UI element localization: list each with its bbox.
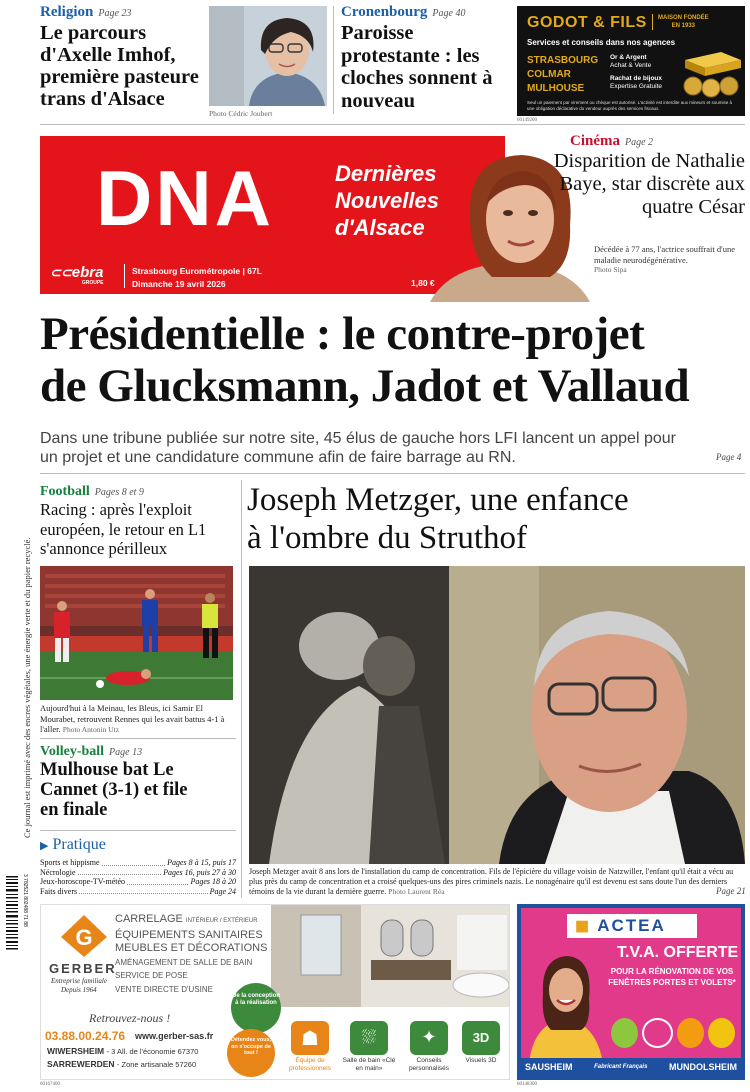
bathroom-image	[271, 905, 510, 1007]
godot-legal: Seul un paiement par virement ou chèque est autorisé. L'activité est interdite aux mineurs et soumise à une obligation déclarative du vendeur auprès des services fiscaux.	[527, 100, 732, 111]
godot-services: Or & Argent Achat & Vente Rachat de bijoux Expertise Gratuite	[610, 54, 663, 90]
cronenbourg-headline[interactable]: Paroisse protestante : les cloches sonnent à nouveau	[341, 22, 493, 112]
godot-brand: GODOT & FILS	[527, 14, 647, 31]
divider	[40, 473, 745, 474]
actea-product-icons	[611, 1018, 735, 1048]
portrait-axelle	[209, 6, 327, 106]
religion-kicker: Religion Page 23	[40, 4, 132, 20]
godot-ad[interactable]	[517, 6, 745, 116]
door-icon	[677, 1018, 704, 1048]
ebra-logo: ⊂⊂ebra GROUPE	[50, 264, 104, 286]
cinema-teaser[interactable]	[570, 133, 748, 150]
cube-3d-icon: 3D	[462, 1021, 500, 1055]
football-kicker: Football Pages 8 et 9	[40, 484, 144, 499]
football-photo	[40, 566, 233, 700]
cinema-deck: Décédée à 77 ans, l'actrice souffrait d'une maladie neurodégénérative. Photo Sipa	[594, 244, 735, 274]
badge-conception: De la conception à la réalisation	[231, 983, 281, 1033]
gerber-services: CARRELAGE INTÉRIEUR / EXTÉRIEUR ÉQUIPEMENTS SANITAIRES MEUBLES ET DÉCORATIONS AMÉNAGEMENT DE SALLE DE BAIN SERVICE DE POSE VENTE DIRECTE D'USINE	[115, 913, 268, 994]
pratique-row[interactable]: Nécrologie Pages 16, puis 27 à 30	[40, 867, 236, 877]
lead-page: Page 4	[716, 452, 742, 462]
gerber-phone[interactable]: 03.88.00.24.76	[45, 1029, 126, 1043]
pratique-box	[40, 836, 236, 896]
cronenbourg-teaser[interactable]	[341, 4, 511, 114]
smiling-woman-image	[525, 944, 605, 1064]
football-match-image	[40, 566, 233, 700]
pratique-title: ▶ Pratique	[40, 836, 106, 853]
metzger-caption: Joseph Metzger avait 8 ans lors de l'installation du camp de concentration. Fils de l'épicière du village voisin de Natzwiller, l'enfant qu'il était a vécu au plus près du camp de concentration et a croisé quelques-uns des pires criminels nazis. Le nonagénaire qu'il est devenu est sans doute l'un des derniers témoins de la vie durant la dernière guerre. Photo Laurent Réa	[249, 867, 734, 896]
godot-cities: STRASBOURG COLMAR MULHOUSE	[527, 55, 599, 94]
football-teaser[interactable]	[40, 484, 236, 559]
joseph-metzger-portrait	[249, 566, 745, 864]
pratique-row[interactable]: Jeux-horoscope-TV-météo Pages 18 à 20	[40, 877, 236, 886]
pratique-row[interactable]: Faits divers Page 24	[40, 886, 236, 896]
gerber-slogan: Entreprise familiale Depuis 1964	[51, 977, 107, 994]
metzger-page: Page 21	[716, 886, 746, 896]
gerber-addresses: WIWERSHEIM - 3 All. de l'économie 67370 SARREWERDEN - Zone artisanale 57260	[47, 1046, 199, 1069]
gerber-ad[interactable]	[40, 904, 510, 1080]
triangle-right-icon: ▶	[40, 840, 49, 852]
gerber-icon-bath: ⛆ Salle de bain «Clé en main»	[339, 1021, 399, 1072]
barcode-number: 3 782521 802488 71 88	[22, 874, 28, 927]
gerber-web[interactable]: www.gerber-sas.fr	[135, 1031, 214, 1041]
cronenbourg-kicker: Cronenbourg Page 40	[341, 4, 466, 20]
divider	[333, 6, 334, 114]
religion-photo-credit: Photo Cédric Joubert	[209, 109, 273, 118]
ebra-mark-icon: ⊂⊂	[50, 265, 72, 280]
volley-headline[interactable]: Mulhouse bat Le Cannet (3-1) et file en finale	[40, 760, 188, 820]
window-icon	[611, 1018, 638, 1048]
bathtub-icon: ⛆	[350, 1021, 388, 1055]
actea-woman	[525, 944, 605, 1064]
side-strip: Ce journal est imprimé avec des encres végétales, une énergie verte et du papier recyclé.	[22, 537, 32, 838]
actea-ref: 60148300	[517, 1082, 537, 1087]
volley-teaser[interactable]	[40, 744, 236, 820]
gerber-icon-advice: ✦ Conseils personnalisés	[401, 1021, 457, 1072]
religion-headline[interactable]: Le parcours d'Axelle Imhof, première pasteure trans d'Alsace	[40, 22, 199, 110]
lead-headline[interactable]: Présidentielle : le contre-projet de Glucksmann, Jadot et Vallaud	[40, 308, 690, 412]
divider	[40, 830, 236, 831]
pratique-row[interactable]: Sports et hippisme Pages 8 à 15, puis 17	[40, 858, 236, 867]
masthead-title: Dernières Nouvelles d'Alsace	[335, 161, 439, 240]
lightbulb-icon: ✦	[410, 1021, 448, 1055]
actea-sub: POUR LA RÉNOVATION DE VOS FENÊTRES PORTES ET VOLETS*	[608, 967, 736, 987]
gerber-retrouvez: Retrouvez-nous !	[89, 1011, 171, 1025]
divider	[241, 480, 242, 898]
cinema-kicker: Cinéma Page 2	[570, 133, 654, 149]
godot-founded: MAISON FONDÉE EN 1933	[652, 14, 709, 30]
gerber-icon-3d: 3D Visuels 3D	[455, 1021, 507, 1065]
masthead-price: 1,80 €	[411, 278, 435, 288]
svg-text:G: G	[75, 925, 93, 950]
gerber-ref: 60167400	[40, 1082, 60, 1087]
shutter-icon	[642, 1018, 673, 1048]
football-headline[interactable]: Racing : après l'exploit européen, le retour en L1 s'annonce périlleux	[40, 500, 207, 558]
religion-teaser[interactable]	[40, 4, 208, 114]
bathroom-photo	[271, 905, 510, 1007]
actea-ad[interactable]	[517, 904, 745, 1080]
gerber-brand: GERBER	[49, 961, 117, 976]
badge-detendez: Détendez vous, on s'occupe de tout !	[227, 1029, 275, 1077]
divider	[40, 738, 236, 739]
barcode	[4, 874, 28, 954]
metzger-photo	[249, 566, 745, 864]
masthead-edition: Strasbourg Eurométropole | 67L Dimanche 19 avril 2026	[132, 266, 262, 289]
football-caption: Aujourd'hui à la Meinau, les Bleus, ici Samir El Mourabet, retrouvent Rennes qui les avait battus 4-1 à l'aller. Photo Antonin Utz	[40, 703, 225, 734]
metzger-headline[interactable]: Joseph Metzger, une enfance à l'ombre du Struthof	[247, 482, 629, 556]
actea-footer: SAUSHEIM Fabricant Français MUNDOLSHEIM	[521, 1058, 741, 1076]
gerber-icon-team: ☗ Équipe de professionnels	[283, 1021, 337, 1072]
actea-brand: ◼ ACTEA	[575, 916, 666, 935]
actea-logo-icon: ◼	[575, 916, 592, 935]
godot-tagline: Services et conseils dans nos agences	[527, 38, 676, 47]
masthead-logo[interactable]: DNA	[96, 154, 274, 242]
volley-kicker: Volley-ball Page 13	[40, 744, 143, 759]
religion-photo	[209, 6, 327, 106]
gerber-logo-icon	[59, 913, 109, 959]
divider	[40, 124, 745, 125]
cinema-headline[interactable]: Disparition de Nathalie Baye, star discrète aux quatre César	[553, 150, 745, 218]
team-icon: ☗	[291, 1021, 329, 1055]
actea-headline: T.V.A. OFFERTE	[617, 944, 739, 961]
pergola-icon	[708, 1018, 735, 1048]
lead-deck: Dans une tribune publiée sur notre site, 45 élus de gauche hors LFI lancent un appel pour un projet et une candidature commune afin de faire barrage au RN.	[40, 430, 676, 466]
gold-bars-image	[675, 42, 745, 100]
masthead-separator	[124, 264, 125, 288]
godot-ref: 60149200	[517, 118, 537, 123]
gerber-logo	[59, 913, 109, 959]
